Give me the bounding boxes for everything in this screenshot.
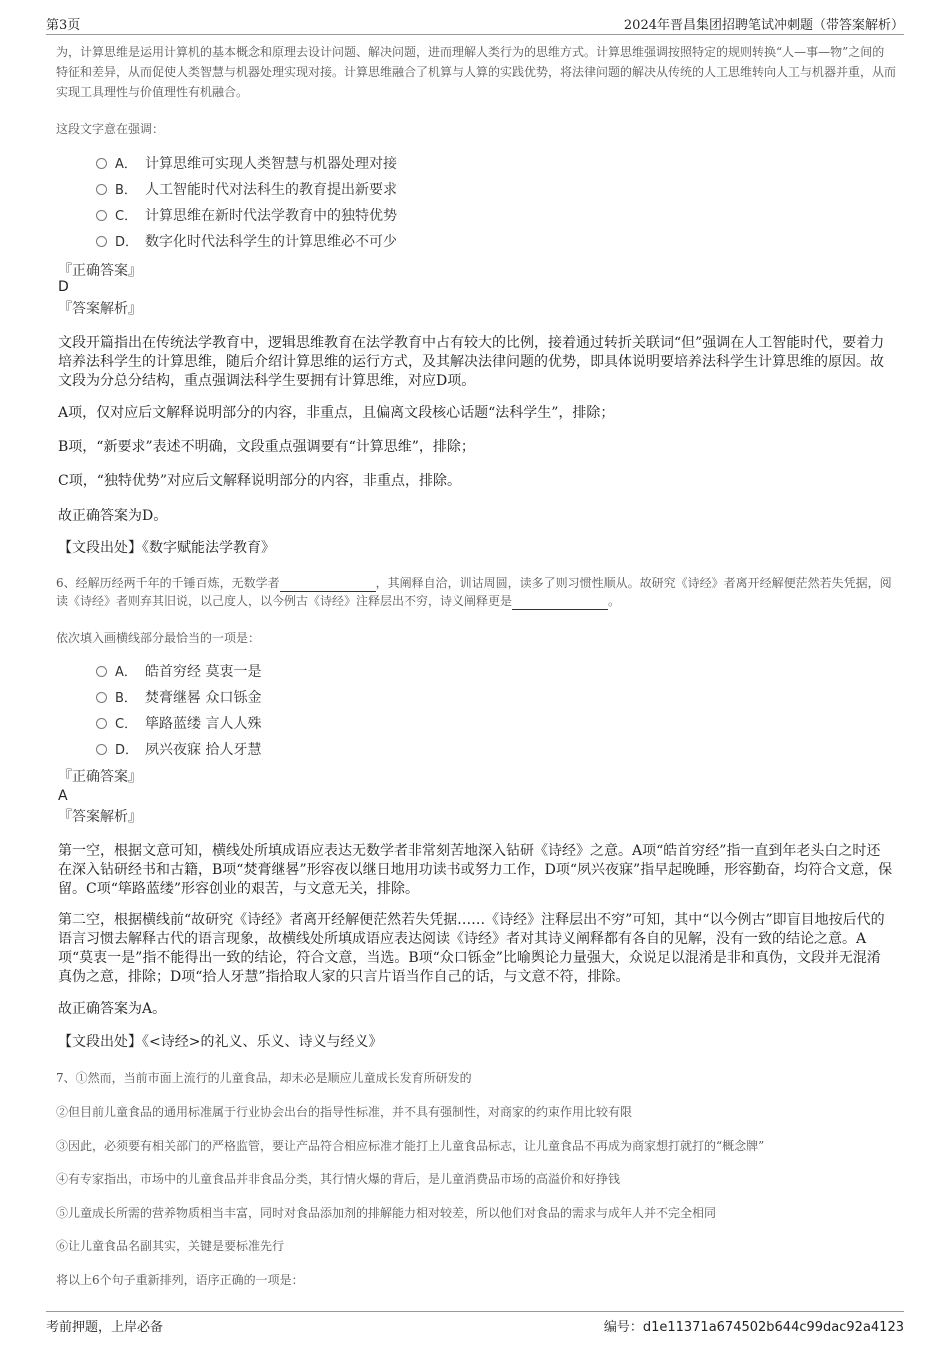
fill-blank [280, 578, 376, 592]
q6-answer: A [58, 788, 68, 804]
radio-icon[interactable] [96, 718, 107, 729]
q7-sentence: 7、①然而，当前市面上流行的儿童食品，却未必是顺应儿童成长发育所研发的 [56, 1071, 472, 1085]
q5-analysis-label: 『答案解析』 [58, 301, 142, 317]
q6-stem: 6、经解历经两千年的千锤百炼，无数学者 ，其阐释自洽，训诂周圆，读多了则习惯性顺从。故研究《诗经》者离开经解便茫然若失凭据，阅读《诗经》者则弃其旧说，以己度人，以今例古《诗经》注释层出不穷，诗义阐释更是 。 [56, 576, 892, 608]
q5-analysis-para: A项，仅对应后文解释说明部分的内容，非重点，且偏离文段核心话题“法科学生”，排除； [58, 405, 615, 421]
q6-analysis-label: 『答案解析』 [58, 809, 142, 825]
q5-analysis-para: 文段开篇指出在传统法学教育中，逻辑思维教育在法学教育中占有较大的比例，接着通过转折关联词“但”强调在人工智能时代，要着力培养法科学生的计算思维，随后介绍计算思维的运行方式，及其解决法律问题的优势，即具体说明要培养法科学生计算思维的原因。故文段为分总分结构，重点强调法科学生要拥有计算思维，对应D项。 [58, 335, 885, 389]
q7-sentence: ④有专家指出，市场中的儿童食品并非食品分类，其行情火爆的背后，是儿童消费品市场的高溢价和好挣钱 [56, 1172, 621, 1186]
radio-icon[interactable] [96, 210, 107, 221]
q6-analysis-para: 第一空，根据文意可知，横线处所填成语应表达无数学者非常刻苦地深入钻研《诗经》之意。A项“皓首穷经”指一直到年老头白之时还在深入钻研经书和古籍，B项“焚膏继晷”形容夜以继日地用功读书或努力工作，D项“夙兴夜寐”指早起晚睡，形容勤奋，均符合文意，保留。C项“筚路蓝缕”形容创业的艰苦，与文意无关，排除。 [58, 843, 893, 897]
q6-option-c[interactable]: C． 筚路蓝缕 言人人殊 [96, 714, 261, 734]
q6-analysis-para: 第二空，根据横线前“故研究《诗经》者离开经解便茫然若失凭据……《诗经》注释层出不穷”可知，其中“以今例古”即盲目地按后代的语言习惯去解释古代的语言现象，故横线处所填成语应表达阅读《诗经》者对其诗义阐释都有各自的见解，没有一致的结论之意。A项“莫衷一是”指不能得出一致的结论，符合文意，当选。B项“众口铄金”比喻舆论力量强大，众说足以混淆是非和真伪，文段并无混淆真伪之意，排除；D项“拾人牙慧”指拾取人家的只言片语当作自己的话，与文意不符，排除。 [58, 912, 885, 985]
q7-sentence: ⑤儿童成长所需的营养物质相当丰富，同时对食品添加剂的排解能力相对较差，所以他们对食品的需求与成年人并不完全相同 [56, 1206, 717, 1220]
footer-slogan: 考前押题，上岸必备 [46, 1320, 164, 1335]
q6-question: 依次填入画横线部分最恰当的一项是： [56, 631, 261, 645]
fill-blank [512, 596, 608, 610]
q6-answer-label: 『正确答案』 [58, 769, 142, 785]
radio-icon[interactable] [96, 692, 107, 703]
q5-passage: 为，计算思维是运用计算机的基本概念和原理去设计问题、解决问题，进而理解人类行为的思维方式。计算思维强调按照特定的规则转换“人—事—物”之间的特征和差异，从而促使人类智慧与机器处理实现对接。计算思维融合了机算与人算的实践优势，将法律问题的解决从传统的人工思维转向人工与机器并重，从而实现工具理性与价值理性有机融合。 [56, 45, 897, 99]
q6-option-a[interactable]: A． 皓首穷经 莫衷一是 [96, 662, 261, 682]
q5-analysis-para: B项，“新要求”表述不明确，文段重点强调要有“计算思维”，排除； [58, 439, 475, 455]
q5-analysis-para: 故正确答案为D。 [58, 508, 168, 524]
radio-icon[interactable] [96, 666, 107, 677]
q6-analysis-para: 故正确答案为A。 [58, 1001, 167, 1017]
radio-icon[interactable] [96, 744, 107, 755]
radio-icon[interactable] [96, 236, 107, 247]
q5-answer-label: 『正确答案』 [58, 263, 142, 279]
q5-option-d[interactable]: D． 数字化时代法科学生的计算思维必不可少 [96, 232, 397, 252]
page-header [46, 12, 904, 35]
page-footer [46, 1311, 904, 1334]
document-title: 2024年晋昌集团招聘笔试冲刺题（带答案解析） [623, 18, 904, 33]
document-code: 编号：d1e11371a674502b644c99dac92a4123 [603, 1320, 904, 1335]
q5-source: 【文段出处】《数字赋能法学教育》 [58, 540, 275, 556]
q7-sentence: ③因此，必须要有相关部门的严格监管，要让产品符合相应标准才能打上儿童食品标志，让儿童食品不再成为商家想打就打的“概念牌” [56, 1139, 765, 1153]
q7-sentence: ②但目前儿童食品的通用标准属于行业协会出台的指导性标准，并不具有强制性，对商家的约束作用比较有限 [56, 1105, 633, 1119]
q6-source: 【文段出处】《<诗经>的礼义、乐义、诗义与经义》 [58, 1034, 383, 1050]
q5-analysis-para: C项，“独特优势”对应后文解释说明部分的内容，非重点，排除。 [58, 473, 462, 489]
radio-icon[interactable] [96, 158, 107, 169]
q5-option-a[interactable]: A． 计算思维可实现人类智慧与机器处理对接 [96, 154, 397, 174]
page-number: 第3页 [46, 18, 81, 33]
q5-question: 这段文字意在强调： [56, 122, 165, 136]
radio-icon[interactable] [96, 184, 107, 195]
q6-option-d[interactable]: D． 夙兴夜寐 拾人牙慧 [96, 740, 261, 760]
q5-option-c[interactable]: C． 计算思维在新时代法学教育中的独特优势 [96, 206, 397, 226]
q6-option-b[interactable]: B． 焚膏继晷 众口铄金 [96, 688, 261, 708]
q7-question: 将以上6个句子重新排列，语序正确的一项是： [56, 1273, 304, 1287]
q5-answer: D [58, 279, 69, 295]
q7-sentence: ⑥让儿童食品名副其实，关键是要标准先行 [56, 1239, 285, 1253]
q5-option-b[interactable]: B． 人工智能时代对法科生的教育提出新要求 [96, 180, 397, 200]
